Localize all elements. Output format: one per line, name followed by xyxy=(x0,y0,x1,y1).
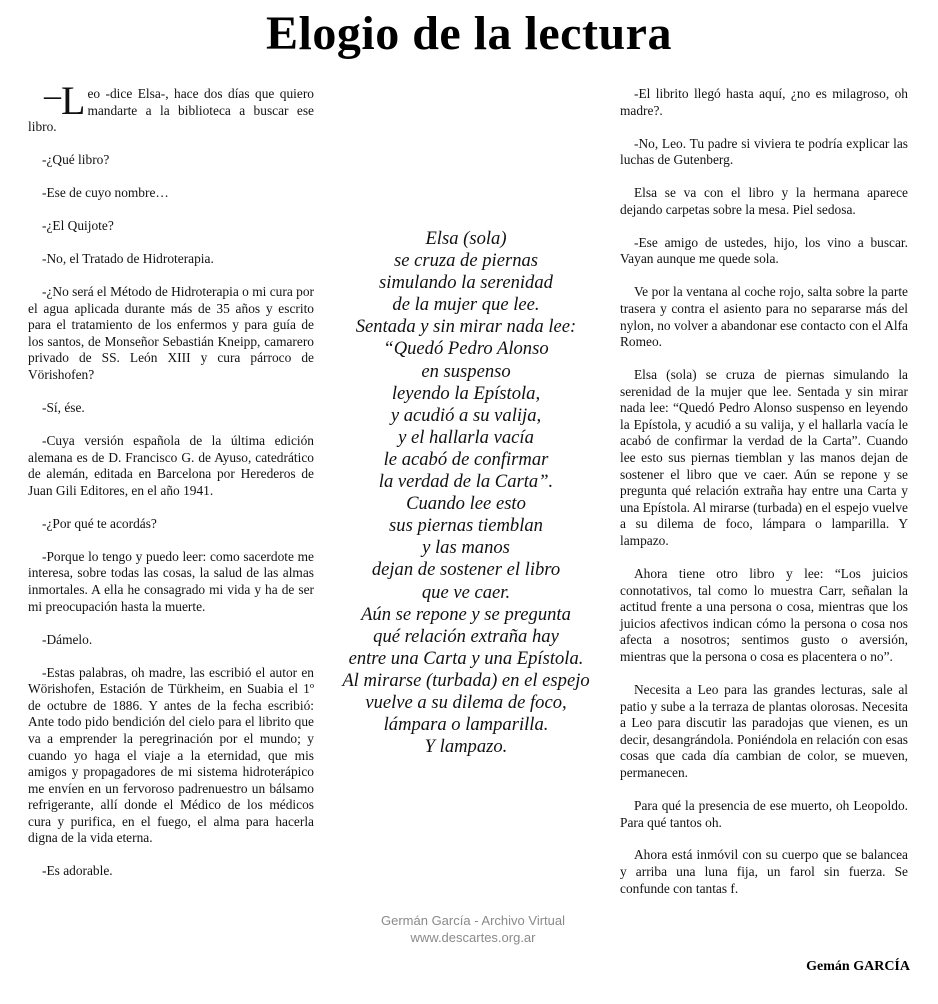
poem-line: lámpara o lamparilla. xyxy=(383,714,549,736)
poem-line: de la mujer que lee. xyxy=(392,294,540,316)
poem-line: Y lampazo. xyxy=(424,736,508,758)
paragraph: -Estas palabras, oh madre, las escribió el autor en Wörishofen, Estación de Türkheim, en Suabia el 1º de octubre de 1886. Y antes de la fecha escribió: Ante todo pido bendición del cielo para el librito que va a emprender la peregrinación por el mundo; y cuando yo haga el viaje a la eternidad, que mis amigos y propagadores de mi sistema hidroterápico me envíen en un fervoroso padrenuestro un bálsamo refrigerante, allí donde el Médico de los médicos cura y purifica, en el fuego, el alma para hacerla digna de la vida eterna. xyxy=(28,664,314,846)
opening-paragraph xyxy=(28,77,314,136)
paragraph: -¿El Quijote? xyxy=(42,218,114,234)
poem-line: sus piernas tiemblan xyxy=(389,515,543,537)
poem-line: y las manos xyxy=(422,537,510,559)
poem-line: qué relación extraña hay xyxy=(373,625,559,647)
right-column xyxy=(620,86,908,914)
opening-paragraph-text: eo -dice Elsa-, hace dos días que quiero mandarte a la biblioteca a buscar ese libro. xyxy=(28,86,314,135)
paragraph: Ve por la ventana al coche rojo, salta sobre la parte trasera y contra el asiento para no separarse más del nylon, no volver a abandonar ese contacto con el Alfa Romeo. xyxy=(620,284,908,350)
paragraph: -No, el Tratado de Hidroterapia. xyxy=(42,251,214,267)
poem-line: vuelve a su dilema de foco, xyxy=(365,691,567,713)
article-title: Elogio de la lectura xyxy=(266,7,672,60)
center-poem xyxy=(318,228,614,758)
poem-line: que ve caer. xyxy=(421,581,511,603)
paragraph: -¿No será el Método de Hidroterapia o mi cura por el agua aplicada durante más de 35 años y escrito para el tratamiento de los enfermos y para guía de los santos, de Monseñor Sebastián Kneipp, camarero privado de SS. León XIII y cura párroco de Vörishofen? xyxy=(28,284,314,383)
paragraph: -Ese de cuyo nombre… xyxy=(42,185,169,201)
poem-line: Elsa (sola) xyxy=(425,228,507,249)
poem-line: dejan de sostener el libro xyxy=(371,559,561,581)
left-column xyxy=(28,77,314,896)
poem-line: Aún se repone y se pregunta xyxy=(361,603,571,625)
poem-line: leyendo la Epístola, xyxy=(391,382,541,404)
dropcap-letter: L xyxy=(61,78,86,123)
paragraph: Ahora tiene otro libro y lee: “Los juicios connotativos, tal como lo muestra Carr, señalan la actitud frente a una persona o cosa, mientras que los juicios afectivos indican cómo la persona o cosa nos afecta a nosotros; sentimos gusto o aversión, mientras que la persona o cosa es placentera o no”. xyxy=(620,566,908,664)
paragraph: Elsa (sola) se cruza de piernas simulando la serenidad de la mujer que lee. Sentada y sin mirar nada lee: “Quedó Pedro Alonso suspenso en leyendo la Epístola, y acudió a su valija, y el hallarla vacía le acabó de confirmar la verdad de la Carta”. Cuando lee esto sus piernas tiemblan y las manos dejan de sostener el libro que ve caer. Aún se repone y se pregunta qué relación extraña hay entre una Carta y una Epístola. Al mirarse (turbada) en el espejo vuelve a su dilema de foco, lámpara o lamparilla. Y lampazo. xyxy=(620,367,908,549)
author-signature: Gemán GARCÍA xyxy=(806,959,910,974)
paragraph: -Ese amigo de ustedes, hijo, los vino a buscar. Vayan aunque me quede sola. xyxy=(620,234,908,267)
credit-line: Germán García - Archivo Virtual xyxy=(381,913,565,928)
paragraph: -¿Qué libro? xyxy=(42,152,110,168)
poem-line: y el hallarla vacía xyxy=(398,426,534,448)
archive-credit xyxy=(318,912,628,946)
poem-line: “Quedó Pedro Alonso xyxy=(383,338,549,360)
paragraph: -El librito llegó hasta aquí, ¿no es milagroso, oh madre?. xyxy=(620,86,908,118)
poem-line: se cruza de piernas xyxy=(393,250,539,272)
paragraph: Ahora está inmóvil con su cuerpo que se balancea y arriba una luna fija, un farol sin fuerza. Se confunde con tantas f. xyxy=(620,847,908,896)
paragraph: -Porque lo tengo y puedo leer: como sacerdote me interesa, sobre todas las cosas, la salud de las almas inmortales. A ella he consagrado mi vida y ha de ser mi preocupación hasta la muerte. xyxy=(28,548,314,614)
poem-line: Cuando lee esto xyxy=(406,493,526,515)
poem-line: Sentada y sin mirar nada lee: xyxy=(355,316,577,338)
poem-line: le acabó de confirmar xyxy=(383,448,549,470)
poem-line: la verdad de la Carta”. xyxy=(378,471,554,493)
credit-url: www.descartes.org.ar xyxy=(410,930,536,945)
poem-line: en suspenso xyxy=(421,360,511,382)
paragraph: -Sí, ése. xyxy=(42,400,85,416)
paragraph: -Cuya versión española de la última edición alemana es de D. Francisco G. de Ayuso, catedrático de alemán, editada en Barcelona por Herederos de Juan Gili Editores, en el año 1941. xyxy=(28,433,314,498)
paragraph: -No, Leo. Tu padre si viviera te podría explicar las luchas de Gutenberg. xyxy=(620,135,908,168)
poem-line: y acudió a su valija, xyxy=(390,404,542,426)
paragraph: Elsa se va con el libro y la hermana aparece dejando carpetas sobre la mesa. Piel sedosa. xyxy=(620,185,908,217)
paragraph: Para qué la presencia de ese muerto, oh Leopoldo. Para qué tantos oh. xyxy=(620,797,908,830)
poem-line: entre una Carta y una Epístola. xyxy=(348,647,584,669)
dropcap-dash: – xyxy=(44,77,61,114)
paragraph: -¿Por qué te acordás? xyxy=(42,515,157,531)
paragraph: -Es adorable. xyxy=(42,863,113,879)
paragraph: Necesita a Leo para las grandes lecturas, sale al patio y sube a la terraza de plantas olorosas. Necesita a Leo para discutir las paradojas que vienen, es un decir, desangrándola. Poniéndola en relación con esas cosas que cada día cambian de color, se mueven, permanecen. xyxy=(620,681,908,780)
paragraph: -Dámelo. xyxy=(42,631,93,647)
poem-line: simulando la serenidad xyxy=(379,272,553,294)
poem-line: Al mirarse (turbada) en el espejo xyxy=(342,669,590,691)
